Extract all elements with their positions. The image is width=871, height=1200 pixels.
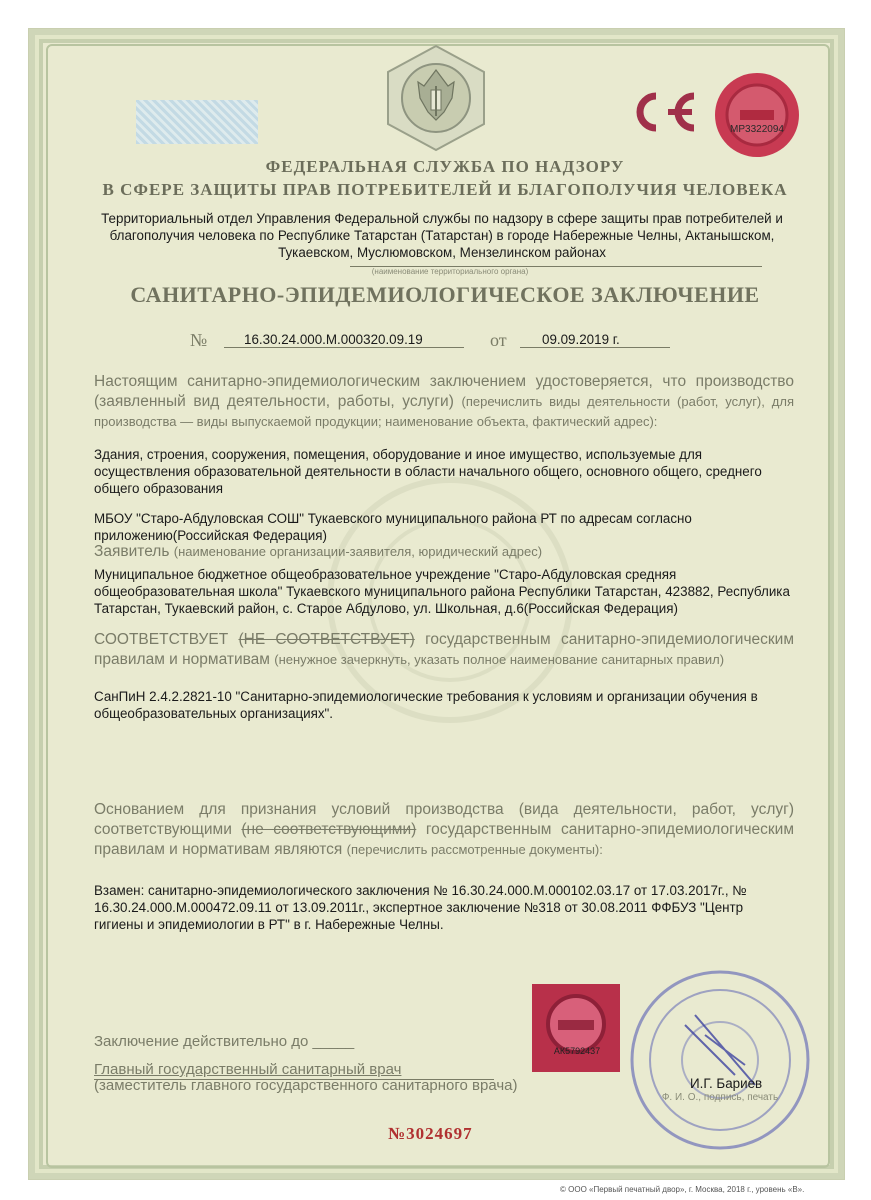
intro-hint: (перечислить виды деятельности (работ, услуг), для производства — виды выпускаемой продукции; наименование объекта, фактический адрес): [94,394,794,429]
number-label: № [190,330,208,350]
date-label: от [490,330,507,350]
signer-title: Главный государственный санитарный врач [94,1061,402,1078]
printer-imprint: © ООО «Первый печатный двор», г. Москва, 2018 г., уровень «В». [560,1185,805,1194]
rospotrebnadzor-emblem-icon [380,42,492,154]
valid-until-blank: _____ [312,1033,355,1050]
applicant-hint: (наименование организации-заявителя, юридический адрес) [173,544,543,559]
hologram-bottom-code: АК5792437 [553,1046,601,1056]
hologram-top-code: МР3322094 [730,124,784,135]
complies-word: СООТВЕТСТВУЕТ [94,631,229,648]
hologram-top-icon [712,70,802,160]
territorial-caption: (наименование территориального органа) [371,267,529,276]
signer-caption: Ф. И. О., подпись, печать [661,1092,779,1103]
underline [520,347,670,348]
conformity-mark-icon [622,90,700,134]
document-title: САНИТАРНО-ЭПИДЕМИОЛОГИЧЕСКОЕ ЗАКЛЮЧЕНИЕ [130,282,760,307]
applicant-heading [94,542,794,562]
sanpin-reference: СанПиН 2.4.2.2821-10 "Санитарно-эпидемиологические требования к условиям и организации обучения в общеобразовательных организациях". [94,689,758,721]
territorial-body: Территориальный отдел Управления Федеральной службы по надзору в сфере защиты прав потребителей и благополучия человека по Республике Татарстан (Татарстан) в городе Набережные Челны, Актанышском, Тукаевском, Муслюмовском, Мензелинском районах [101,211,783,260]
complies-hint: (ненужное зачеркнуть, указать полное наименование санитарных правил) [274,652,725,667]
not-complies-word: (НЕ СООТВЕТСТВУЕТ) [238,631,415,648]
basis-text-a: Основанием для признания условий производства (вида деятельности, работ, услуг) соответствующими [94,801,794,838]
object-owner: МБОУ "Старо-Абдуловская СОШ" Тукаевского муниципального района РТ по адресам согласно приложению(Российская Федерация) [94,511,692,543]
agency-line-1: ФЕДЕРАЛЬНАЯ СЛУЖБА ПО НАДЗОРУ [265,157,625,176]
valid-until [94,1032,794,1052]
intro-text: Настоящим санитарно-эпидемиологическим заключением удостоверяется, что производство (заявленный вид деятельности, работы, услуги) [94,373,794,410]
security-strip [136,100,258,144]
valid-until-text: Заключение действительно до [94,1033,309,1050]
signer-name: И.Г. Бариев [690,1076,763,1091]
hologram-bottom-icon [532,984,620,1072]
basis-hint: (перечислить рассмотренные документы): [346,842,603,857]
compliance-paragraph [94,630,794,670]
basis-documents: Взамен: санитарно-эпидемиологического заключения № 16.30.24.000.М.000102.03.17 от 17.03.2017г., № 16.30.24.000.М.000472.09.11 от 13.09.2011г., экспертное заключение №318 от 30.08.2011 ФФБУЗ "Центр гигиены и эпидемиологии в РТ" в г. Набережные Челны. [94,883,747,932]
intro-paragraph [94,372,794,432]
applicant-label: Заявитель [94,543,170,560]
underline [224,347,464,348]
agency-line-2: В СФЕРЕ ЗАЩИТЫ ПРАВ ПОТРЕБИТЕЛЕЙ И БЛАГОПОЛУЧИЯ ЧЕЛОВЕКА [102,180,788,199]
complies-rest: государственным санитарно-эпидемиологическим правилам и нормативам [94,631,794,668]
serial-number: №3024697 [388,1124,473,1143]
document-number: 16.30.24.000.М.000320.09.19 [244,332,423,347]
signer-deputy: (заместитель главного государственного санитарного врача) [94,1077,518,1094]
basis-text-b: государственным санитарно-эпидемиологическим правилам и нормативам являются [94,821,794,858]
document-date: 09.09.2019 г. [542,332,620,347]
basis-paragraph [94,800,794,860]
object-description: Здания, строения, сооружения, помещения, оборудование и иное имущество, используемые для осуществления образовательной деятельности в области начального общего, основного общего, среднего общего образования [94,447,762,496]
basis-strike: (не соответствующими) [241,821,417,838]
applicant-details: Муниципальное бюджетное общеобразовательное учреждение "Старо-Абдуловская средняя общеобразовательная школа" Тукаевского муниципального района Республики Татарстан, 423882, Республика Татарстан, Тукаевский район, с. Старое Абдулово, ул. Школьная, д.6(Российская Федерация) [94,567,790,616]
